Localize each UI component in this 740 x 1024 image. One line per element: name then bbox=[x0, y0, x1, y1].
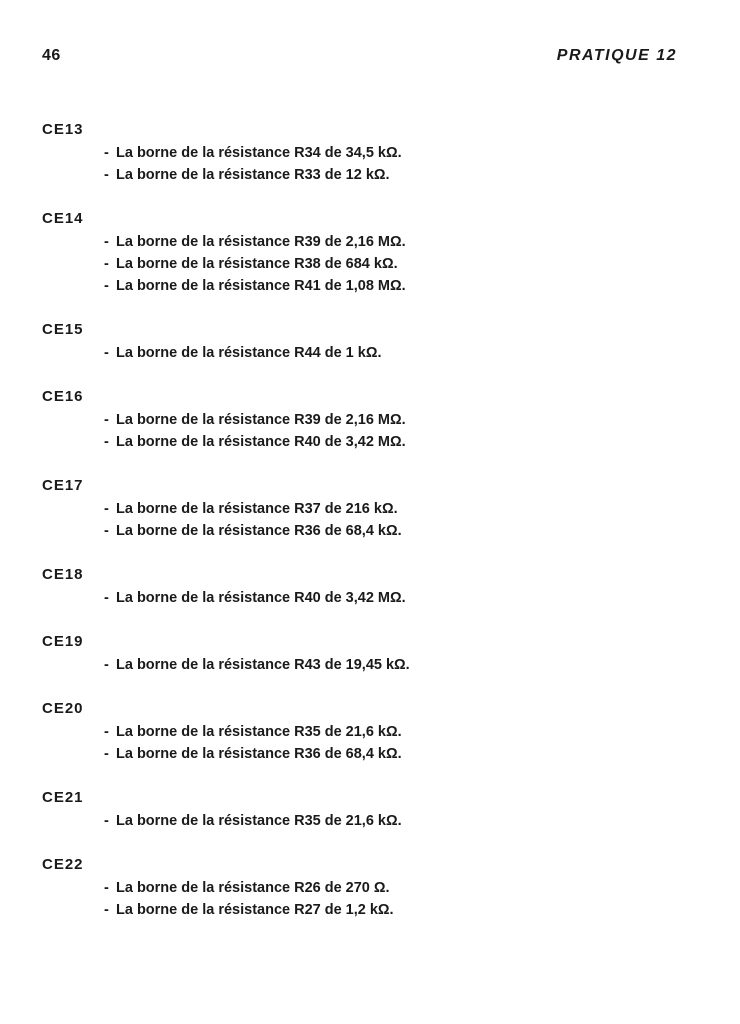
list-dash: - bbox=[104, 256, 109, 272]
section-code: CE13 bbox=[42, 121, 84, 138]
list-dash: - bbox=[104, 278, 109, 294]
list-dash: - bbox=[104, 657, 109, 673]
list-item bbox=[104, 431, 702, 453]
section-code: CE18 bbox=[42, 566, 84, 583]
list-item-text: La borne de la résistance R39 de 2,16 MΩ. bbox=[116, 412, 406, 428]
list-item-text: La borne de la résistance R37 de 216 kΩ. bbox=[116, 501, 398, 517]
list-item bbox=[104, 231, 702, 253]
section-code: CE19 bbox=[42, 633, 84, 650]
list-item-text: La borne de la résistance R41 de 1,08 MΩ. bbox=[116, 278, 406, 294]
list-item bbox=[104, 498, 702, 520]
section-ce15 bbox=[42, 320, 702, 364]
section-ce18 bbox=[42, 565, 702, 609]
list-item bbox=[104, 342, 702, 364]
section-ce19 bbox=[42, 632, 702, 676]
section-ce21 bbox=[42, 788, 702, 832]
list-item-text: La borne de la résistance R36 de 68,4 kΩ. bbox=[116, 746, 402, 762]
list-dash: - bbox=[104, 523, 109, 539]
section-ce14 bbox=[42, 209, 702, 297]
list-item bbox=[104, 810, 702, 832]
section-ce20 bbox=[42, 699, 702, 765]
list-dash: - bbox=[104, 724, 109, 740]
list-item-text: La borne de la résistance R34 de 34,5 kΩ. bbox=[116, 145, 402, 161]
section-ce22 bbox=[42, 855, 702, 921]
list-dash: - bbox=[104, 145, 109, 161]
sections-list bbox=[42, 120, 702, 944]
list-item bbox=[104, 253, 702, 275]
list-item-text: La borne de la résistance R39 de 2,16 MΩ. bbox=[116, 234, 406, 250]
list-dash: - bbox=[104, 345, 109, 361]
list-item bbox=[104, 275, 702, 297]
list-item-text: La borne de la résistance R26 de 270 Ω. bbox=[116, 880, 390, 896]
list-dash: - bbox=[104, 590, 109, 606]
section-code: CE17 bbox=[42, 477, 84, 494]
section-code: CE15 bbox=[42, 321, 84, 338]
list-dash: - bbox=[104, 746, 109, 762]
list-item bbox=[104, 142, 702, 164]
list-item-text: La borne de la résistance R36 de 68,4 kΩ. bbox=[116, 523, 402, 539]
list-item-text: La borne de la résistance R44 de 1 kΩ. bbox=[116, 345, 382, 361]
list-item bbox=[104, 164, 702, 186]
section-code: CE20 bbox=[42, 700, 84, 717]
list-item-text: La borne de la résistance R40 de 3,42 MΩ. bbox=[116, 590, 406, 606]
list-item-text: La borne de la résistance R35 de 21,6 kΩ. bbox=[116, 813, 402, 829]
section-code: CE14 bbox=[42, 210, 84, 227]
section-ce17 bbox=[42, 476, 702, 542]
list-dash: - bbox=[104, 501, 109, 517]
section-ce16 bbox=[42, 387, 702, 453]
list-item bbox=[104, 877, 702, 899]
list-dash: - bbox=[104, 412, 109, 428]
section-code: CE22 bbox=[42, 856, 84, 873]
list-item-text: La borne de la résistance R40 de 3,42 MΩ. bbox=[116, 434, 406, 450]
section-code: CE16 bbox=[42, 388, 84, 405]
section-ce13 bbox=[42, 120, 702, 186]
list-item-text: La borne de la résistance R35 de 21,6 kΩ. bbox=[116, 724, 402, 740]
list-item-text: La borne de la résistance R38 de 684 kΩ. bbox=[116, 256, 398, 272]
list-item bbox=[104, 409, 702, 431]
section-code: CE21 bbox=[42, 789, 84, 806]
page-number: 46 bbox=[42, 47, 61, 64]
list-item bbox=[104, 721, 702, 743]
running-title: PRATIQUE 12 bbox=[556, 47, 677, 64]
list-item bbox=[104, 743, 702, 765]
list-dash: - bbox=[104, 813, 109, 829]
list-dash: - bbox=[104, 880, 109, 896]
list-item bbox=[104, 520, 702, 542]
list-dash: - bbox=[104, 167, 109, 183]
list-item-text: La borne de la résistance R43 de 19,45 kΩ. bbox=[116, 657, 410, 673]
list-item bbox=[104, 587, 702, 609]
list-item bbox=[104, 899, 702, 921]
list-dash: - bbox=[104, 434, 109, 450]
list-dash: - bbox=[104, 234, 109, 250]
list-item-text: La borne de la résistance R27 de 1,2 kΩ. bbox=[116, 902, 394, 918]
list-item-text: La borne de la résistance R33 de 12 kΩ. bbox=[116, 167, 390, 183]
list-item bbox=[104, 654, 702, 676]
list-dash: - bbox=[104, 902, 109, 918]
